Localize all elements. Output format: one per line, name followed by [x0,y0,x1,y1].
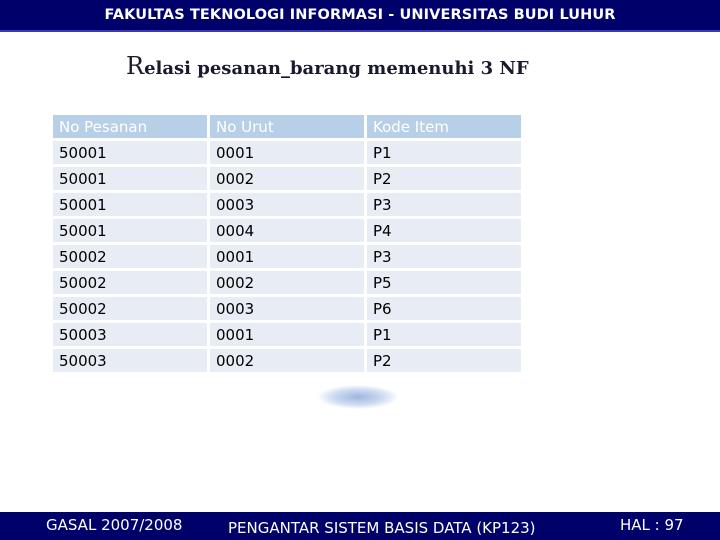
cell-no-pesanan: 50003 [53,323,207,346]
cell-no-urut: 0001 [210,141,364,164]
table-header-row [53,115,521,138]
decorative-glow [318,385,398,409]
column-header-no-urut: No Urut [210,115,364,138]
column-header-kode-item: Kode Item [367,115,521,138]
cell-no-urut: 0001 [210,323,364,346]
cell-no-pesanan: 50001 [53,193,207,216]
cell-kode-item: P1 [367,141,521,164]
cell-no-pesanan: 50003 [53,349,207,372]
footer-semester: GASAL 2007/2008 [46,516,183,534]
cell-no-pesanan: 50001 [53,219,207,242]
cell-kode-item: P3 [367,193,521,216]
cell-no-urut: 0004 [210,219,364,242]
cell-no-pesanan: 50001 [53,141,207,164]
cell-kode-item: P6 [367,297,521,320]
cell-no-urut: 0003 [210,193,364,216]
relation-table [50,112,524,375]
table-row [53,245,521,268]
cell-kode-item: P4 [367,219,521,242]
footer-bar [0,512,720,540]
cell-no-urut: 0003 [210,297,364,320]
cell-no-urut: 0001 [210,245,364,268]
table-row [53,141,521,164]
cell-kode-item: P2 [367,349,521,372]
slide-title-initial: R [126,52,145,80]
table-row [53,297,521,320]
table-row [53,271,521,294]
cell-no-urut: 0002 [210,349,364,372]
cell-kode-item: P1 [367,323,521,346]
cell-no-urut: 0002 [210,271,364,294]
footer-page-number: HAL : 97 [620,516,684,534]
header-title: FAKULTAS TEKNOLOGI INFORMASI - UNIVERSITAS BUDI LUHUR [104,7,616,23]
footer-course: PENGANTAR SISTEM BASIS DATA (KP123) [228,519,536,537]
cell-no-pesanan: 50001 [53,167,207,190]
header-bar [0,0,720,32]
cell-kode-item: P3 [367,245,521,268]
cell-kode-item: P2 [367,167,521,190]
cell-no-pesanan: 50002 [53,297,207,320]
cell-kode-item: P5 [367,271,521,294]
cell-no-urut: 0002 [210,167,364,190]
slide-title [126,52,529,80]
table-row [53,167,521,190]
table-row [53,193,521,216]
slide-title-rest: elasi pesanan_barang memenuhi 3 NF [144,58,529,79]
table-row [53,323,521,346]
cell-no-pesanan: 50002 [53,271,207,294]
column-header-no-pesanan: No Pesanan [53,115,207,138]
cell-no-pesanan: 50002 [53,245,207,268]
table-row [53,219,521,242]
table-row [53,349,521,372]
